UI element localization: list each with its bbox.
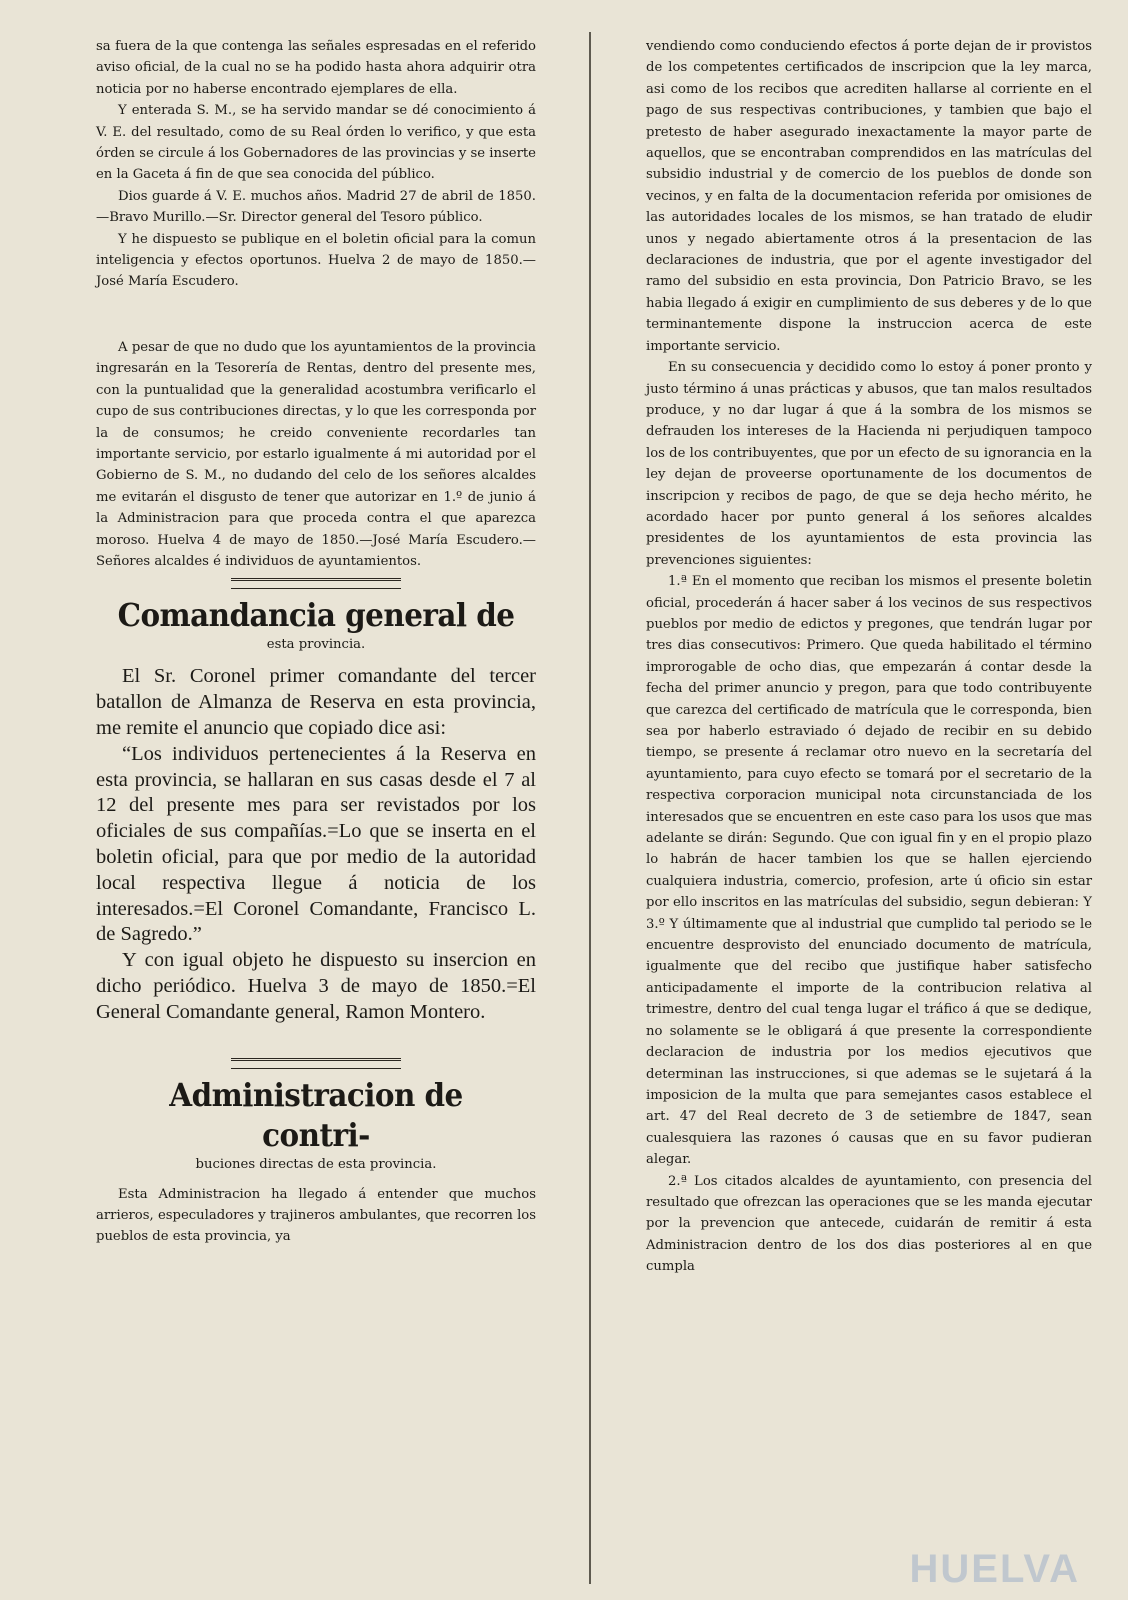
spacer <box>96 293 536 337</box>
section-heading: Comandancia general de <box>117 596 515 635</box>
section-rule <box>231 1058 401 1069</box>
paragraph: En su consecuencia y decidido como lo estoy á poner pronto y justo término á unas prácticas y abusos, que tan malos resultados produce, y no dar lugar á que á la sombra de los mismos se defrauden los intereses de la Hacienda ni perjudiquen tampoco los de los contribuyentes, que por un efecto de su ignorancia en la ley dejan de proveerse oportunamente de los documentos de inscripcion y recibos de pago, de que se deja hecho mérito, he acordado hacer por punto general á los señores alcaldes presidentes de los ayuntamientos de esta provincia las prevenciones siguientes: <box>646 360 1092 568</box>
paragraph: sa fuera de la que contenga las señales espresadas en el referido aviso oficial, de la cual no se ha podido hasta ahora adquirir otra noticia por no haberse encontrado ejemplares de ella. <box>96 39 536 97</box>
watermark-logo: HUELVA <box>909 1547 1080 1591</box>
paragraph: Y con igual objeto he dispuesto su insercion en dicho periódico. Huelva 3 de mayo de 1850.=El General Comandante general, Ramon Montero. <box>96 949 536 1023</box>
paragraph: A pesar de que no dudo que los ayuntamientos de la provincia ingresarán en la Tesorería de Rentas, dentro del presente mes, con la puntualidad que la generalidad acostumbra verificarlo el cupo de sus contribuciones directas, y lo que les corresponda por la de consumos; he creido conveniente recordarles tan importante servicio, por estarlo igualmente á mi autoridad por el Gobierno de S. M., no dudando del celo de los señores alcaldes me evitarán el disgusto de tener que autorizar en 1.º de junio á la Administracion para que proceda contra el que aparezca moroso. Huelva 4 de mayo de 1850.—José María Escudero.—Señores alcaldes é individuos de ayuntamientos. <box>96 339 536 569</box>
paragraph: Y enterada S. M., se ha servido mandar se dé conocimiento á V. E. del resultado, como de su Real órden lo verifico, y que esta órden se circule á los Gobernadores de las provincias y se inserte en la Gaceta á fin de que sea conocida del público. <box>96 103 536 183</box>
spacer <box>96 1026 536 1052</box>
paragraph: El Sr. Coronel primer comandante del tercer batallon de Almanza de Reserva en esta provincia, me remite el anuncio que copiado dice asi: <box>96 665 536 739</box>
column-divider <box>589 32 591 1584</box>
section-rule <box>231 578 401 589</box>
section-heading: Administracion de contri- <box>169 1075 463 1154</box>
paragraph: 2.ª Los citados alcaldes de ayuntamiento, con presencia del resultado que ofrezcan las operaciones que se les manda ejecutar por la prevencion que antecede, cuidarán de remitir á esta Administracion dentro de los dos dias posteriores al en que cumpla <box>646 1173 1092 1275</box>
section-subheading: buciones directas de esta provincia. <box>195 1156 437 1172</box>
left-column <box>96 36 536 1248</box>
paragraph: vendiendo como conduciendo efectos á porte dejan de ir provistos de los competentes certificados de inscripcion que la ley marca, asi como de los recibos que acrediten hallarse al corriente en el pago de sus respectivas contribuciones, y tambien que bajo el pretesto de haber asegurado inexactamente la mayor parte de aquellos, que se encontraban comprendidos en las matrículas del subsidio industrial y de comercio de los pueblos de donde son vecinos, y en falta de la documentacion referida por omisiones de las autoridades locales de los mismos, se han tratado de eludir unos y negado abiertamente otros á la presentacion de las declaraciones de industria, que por el agente investigador del ramo del subsidio en esta provincia, Don Patricio Bravo, se les habia llegado á exigir en cumplimiento de sus deberes y de lo que terminantemente dispone la instruccion acerca de este importante servicio. <box>646 39 1092 354</box>
paragraph: Y he dispuesto se publique en el boletin oficial para la comun inteligencia y efectos oportunos. Huelva 2 de mayo de 1850.—José María Escudero. <box>96 231 536 290</box>
right-column <box>646 36 1092 1278</box>
paragraph: 1.ª En el momento que reciban los mismos el presente boletin oficial, procederán á hacer saber á los vecinos de sus respectivos pueblos por medio de edictos y pregones, que tendrán lugar por tres dias consecutivos: Primero. Que queda habilitado el término improrogable de ocho dias, que empezarán á contar desde la fecha del primer anuncio y pregon, para que todo contribuyente que carezca del certificado de matrícula que le corresponda, bien sea por haberlo estraviado ó dejado de recibir en su debido tiempo, se presente á reclamar otro nuevo en la secretaría del ayuntamiento, para cuyo efecto se tomará por el secretario de la respectiva corporacion municipal nota circunstanciada de los interesados que se encuentren en este caso para los usos que mas adelante se dirán: Segundo. Que con igual fin y en el propio plazo lo habrán de hacer tambien los que se hallen ejerciendo cualquiera industria, comercio, profesion, arte ú oficio sin estar por ello inscritos en las matrículas del subsidio, segun debieran: Y 3.º Y últimamente que al industrial que cumplido tal periodo se le encuentre desprovisto del enunciado documento de matrícula, igualmente que del recibo que justifique haber satisfecho anticipadamente el importe de la contribucion relativa al trimestre, dentro del cual tenga lugar el tráfico á que se dedique, no solamente se le obligará á que presente la correspondiente declaracion de industria por los medios ejecutivos que determinan las instrucciones, si que ademas se le sujetará á la imposicion de la multa que para semejantes casos establece el art. 47 del Real decreto de 3 de setiembre de 1847, sean cualesquiera las razones ó causas que en su favor pudieran alegar. <box>646 574 1092 1168</box>
paragraph: Dios guarde á V. E. muchos años. Madrid 27 de abril de 1850.—Bravo Murillo.—Sr. Director general del Tesoro público. <box>96 188 536 226</box>
paragraph: “Los individuos pertenecientes á la Reserva en esta provincia, se hallaran en sus casas desde el 7 al 12 del presente mes para ser revistados por los oficiales de sus compañías.=Lo que se inserta en el boletin oficial, para que por medio de la autoridad local respectiva llegue á noticia de los interesados.=El Coronel Comandante, Francisco L. de Sagredo.” <box>96 742 536 946</box>
paragraph: Esta Administracion ha llegado á entender que muchos arrieros, especuladores y trajineros ambulantes, que recorren los pueblos de esta provincia, ya <box>96 1186 536 1245</box>
section-subheading: esta provincia. <box>266 637 366 653</box>
